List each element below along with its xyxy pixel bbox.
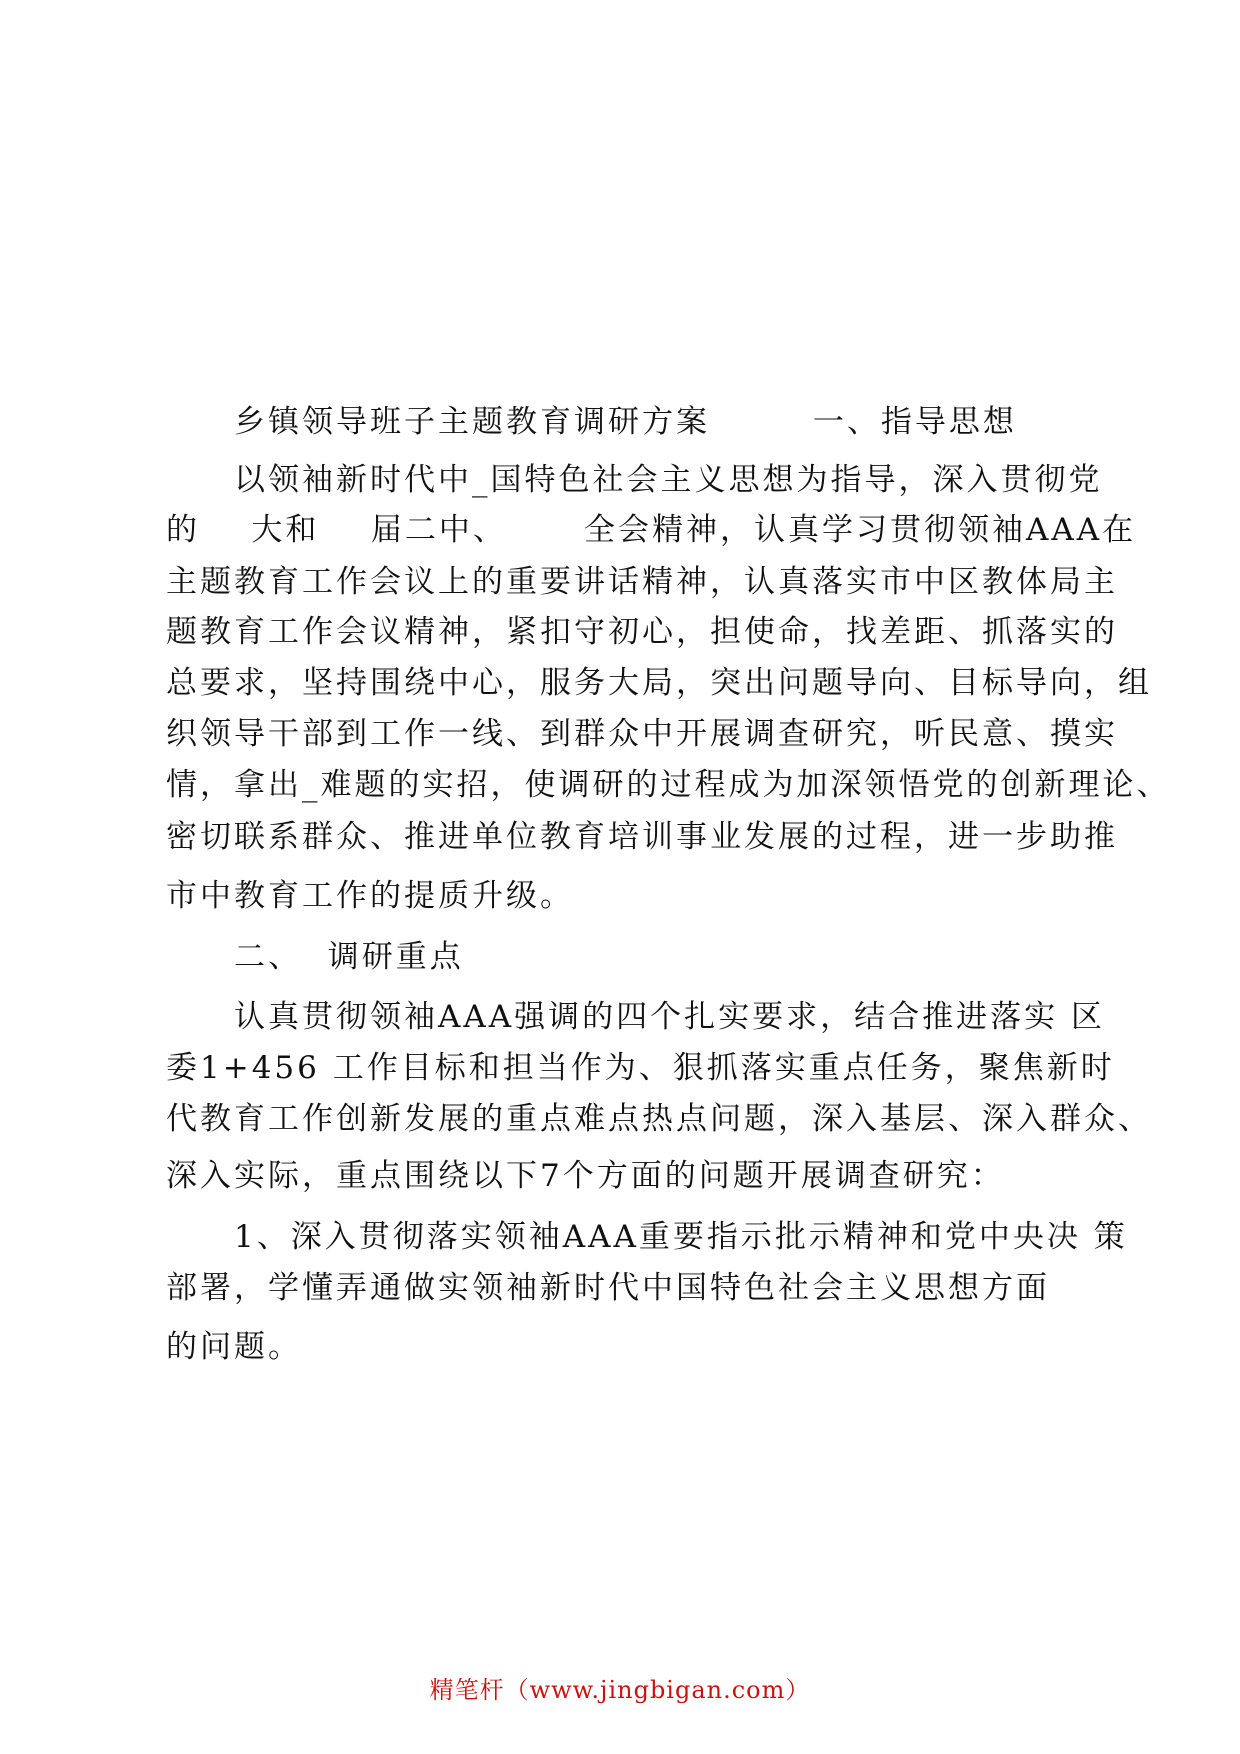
paragraph-line: 主题教育工作会议上的重要讲话精神，认真落实市中区教体局主 (166, 564, 1118, 600)
paragraph-line: 委1+456 工作目标和担当作为、狠抓落实重点任务，聚焦新时 (166, 1050, 1115, 1086)
paragraph-line: 密切联系群众、推进单位教育培训事业发展的过程，进一步助推 (166, 819, 1118, 855)
paragraph-line: 部署，学懂弄通做实领袖新时代中国特色社会主义思想方面 (166, 1270, 1050, 1306)
paragraph-line: 代教育工作创新发展的重点难点热点问题，深入基层、深入群众、 (166, 1101, 1152, 1137)
paragraph-line: 深入实际，重点围绕以下7个方面的问题开展调查研究： (166, 1158, 1005, 1194)
paragraph-line: 总要求，坚持围绕中心，服务大局，突出问题导向、目标导向，组 (166, 665, 1152, 701)
paragraph-line: 情，拿出_难题的实招，使调研的过程成为加深领悟党的创新理论、 (166, 767, 1171, 803)
paragraph-line: 的 大和 届二中、 全会精神，认真学习贯彻领袖AAA在 (166, 512, 1137, 548)
paragraph-line: 认真贯彻领袖AAA强调的四个扎实要求，结合推进落实 区 (234, 999, 1106, 1035)
paragraph-line: 1、深入贯彻落实领袖AAA重要指示批示精神和党中央决 策 (234, 1219, 1128, 1255)
footer-watermark: 精笔杆（www.jingbigan.com） (429, 1676, 811, 1704)
paragraph-line: 市中教育工作的提质升级。 (166, 878, 574, 914)
paragraph-line: 的问题。 (166, 1329, 302, 1365)
paragraph-line: 织领导干部到工作一线、到群众中开展调查研究，听民意、摸实 (166, 716, 1118, 752)
paragraph-line: 题教育工作会议精神，紧扣守初心，担使命，找差距、抓落实的 (166, 614, 1118, 650)
paragraph-line: 以领袖新时代中_国特色社会主义思想为指导，深入贯彻党 (234, 462, 1103, 498)
section-heading: 二、 调研重点 (234, 939, 464, 975)
document-title: 乡镇领导班子主题教育调研方案 一、指导思想 (234, 404, 1017, 440)
